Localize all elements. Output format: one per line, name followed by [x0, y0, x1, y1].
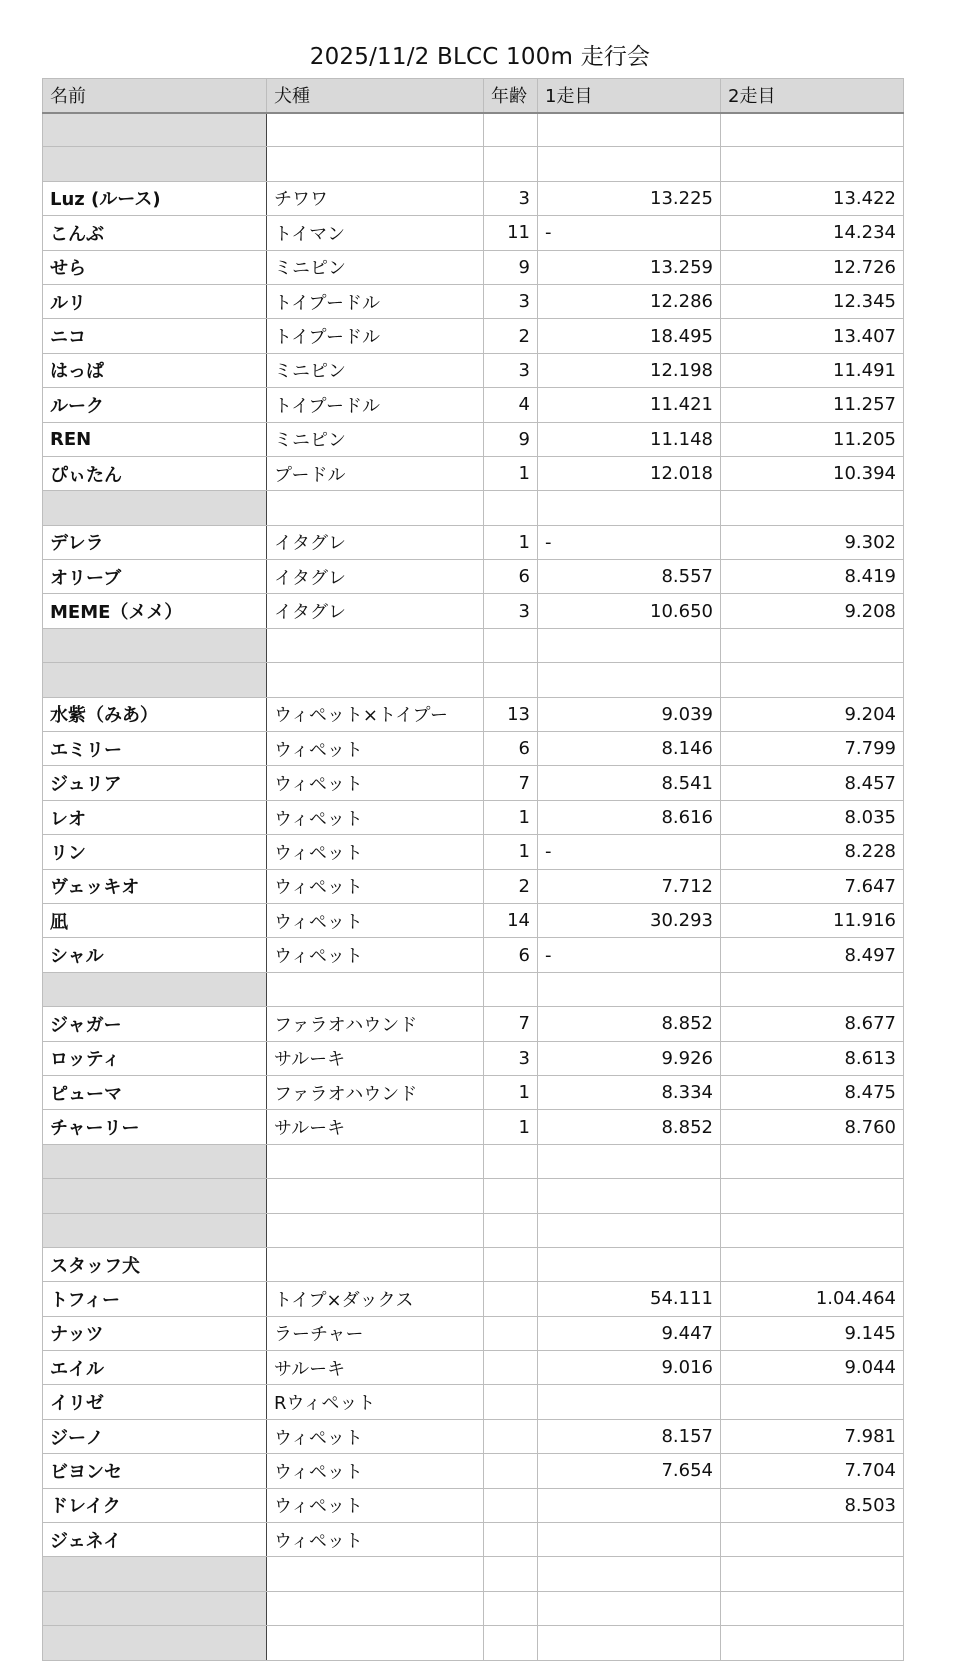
- table-row: [43, 147, 904, 181]
- run2-cell[interactable]: 10.394: [721, 456, 904, 490]
- run2-cell[interactable]: [721, 628, 904, 662]
- run1-cell[interactable]: 12.018: [538, 456, 721, 490]
- name-cell[interactable]: ビヨンセ: [43, 1454, 267, 1488]
- run2-cell[interactable]: [721, 147, 904, 181]
- table-row: [43, 628, 904, 662]
- breed-cell[interactable]: ミニピン: [267, 353, 484, 387]
- run2-cell[interactable]: 8.613: [721, 1041, 904, 1075]
- run1-cell[interactable]: 18.495: [538, 319, 721, 353]
- breed-cell[interactable]: トイプードル: [267, 388, 484, 422]
- run2-cell[interactable]: 9.145: [721, 1316, 904, 1350]
- table-row: [43, 388, 904, 422]
- run1-cell[interactable]: [538, 1488, 721, 1522]
- name-cell[interactable]: ルリ: [43, 284, 267, 318]
- age-cell[interactable]: 9: [484, 250, 538, 284]
- table-row: [43, 1144, 904, 1178]
- run2-cell[interactable]: 8.497: [721, 938, 904, 972]
- age-cell[interactable]: [484, 1316, 538, 1350]
- run1-cell[interactable]: [538, 147, 721, 181]
- run1-cell[interactable]: [538, 1626, 721, 1660]
- name-cell[interactable]: チャーリー: [43, 1110, 267, 1144]
- table-row: [43, 938, 904, 972]
- run2-cell[interactable]: [721, 1385, 904, 1419]
- breed-cell[interactable]: トイプードル: [267, 319, 484, 353]
- table-row: [43, 1454, 904, 1488]
- run2-cell[interactable]: [721, 1523, 904, 1557]
- breed-cell[interactable]: ウィペット: [267, 1488, 484, 1522]
- table-row: [43, 594, 904, 628]
- table-row: [43, 1075, 904, 1109]
- table-row: [43, 1282, 904, 1316]
- run2-cell[interactable]: 12.726: [721, 250, 904, 284]
- name-cell[interactable]: ピューマ: [43, 1075, 267, 1109]
- run2-cell[interactable]: 8.760: [721, 1110, 904, 1144]
- breed-cell[interactable]: ファラオハウンド: [267, 1075, 484, 1109]
- name-cell[interactable]: [43, 1144, 267, 1178]
- table-row: [43, 525, 904, 559]
- run1-cell[interactable]: 10.650: [538, 594, 721, 628]
- run2-cell[interactable]: 13.407: [721, 319, 904, 353]
- run1-cell[interactable]: [538, 1247, 721, 1281]
- run2-cell[interactable]: 8.677: [721, 1007, 904, 1041]
- table-row: [43, 1488, 904, 1522]
- age-cell[interactable]: [484, 1282, 538, 1316]
- table-row: [43, 250, 904, 284]
- table-row: [43, 1213, 904, 1247]
- run1-cell[interactable]: 8.616: [538, 800, 721, 834]
- breed-cell[interactable]: ウィペット: [267, 766, 484, 800]
- table-row: [43, 1626, 904, 1660]
- age-cell[interactable]: [484, 147, 538, 181]
- name-cell[interactable]: イリゼ: [43, 1385, 267, 1419]
- table-row: [43, 353, 904, 387]
- run1-cell[interactable]: 8.541: [538, 766, 721, 800]
- name-cell[interactable]: シャル: [43, 938, 267, 972]
- run1-cell[interactable]: [538, 1179, 721, 1213]
- run2-cell[interactable]: 8.228: [721, 835, 904, 869]
- age-cell[interactable]: 14: [484, 903, 538, 937]
- name-cell[interactable]: せら: [43, 250, 267, 284]
- breed-cell[interactable]: トイプ×ダックス: [267, 1282, 484, 1316]
- table-row: [43, 732, 904, 766]
- age-cell[interactable]: [484, 1179, 538, 1213]
- run2-cell[interactable]: [721, 972, 904, 1006]
- run2-cell[interactable]: 8.035: [721, 800, 904, 834]
- age-cell[interactable]: 11: [484, 216, 538, 250]
- name-cell[interactable]: MEME（メメ）: [43, 594, 267, 628]
- run1-cell[interactable]: 13.259: [538, 250, 721, 284]
- run1-cell[interactable]: [538, 1523, 721, 1557]
- name-cell[interactable]: こんぶ: [43, 216, 267, 250]
- breed-cell[interactable]: ウィペット×トイプー: [267, 697, 484, 731]
- name-cell[interactable]: エイル: [43, 1351, 267, 1385]
- table-row: [43, 216, 904, 250]
- run2-cell[interactable]: 8.457: [721, 766, 904, 800]
- run1-cell[interactable]: 12.198: [538, 353, 721, 387]
- run2-cell[interactable]: 8.419: [721, 560, 904, 594]
- breed-cell[interactable]: [267, 1591, 484, 1625]
- run2-cell[interactable]: 11.257: [721, 388, 904, 422]
- age-cell[interactable]: [484, 1454, 538, 1488]
- run1-cell[interactable]: 11.148: [538, 422, 721, 456]
- age-cell[interactable]: [484, 1351, 538, 1385]
- breed-cell[interactable]: [267, 1179, 484, 1213]
- breed-cell[interactable]: ウィペット: [267, 1523, 484, 1557]
- name-cell[interactable]: ルーク: [43, 388, 267, 422]
- name-cell[interactable]: [43, 628, 267, 662]
- name-cell[interactable]: ロッティ: [43, 1041, 267, 1075]
- breed-cell[interactable]: イタグレ: [267, 594, 484, 628]
- table-row: [43, 1591, 904, 1625]
- breed-cell[interactable]: ラーチャー: [267, 1316, 484, 1350]
- table-row: [43, 1247, 904, 1281]
- age-cell[interactable]: 13: [484, 697, 538, 731]
- age-cell[interactable]: 3: [484, 181, 538, 215]
- age-cell[interactable]: 3: [484, 1041, 538, 1075]
- name-cell[interactable]: エミリー: [43, 732, 267, 766]
- run2-cell[interactable]: 11.916: [721, 903, 904, 937]
- name-cell[interactable]: ジュリア: [43, 766, 267, 800]
- run1-cell[interactable]: 8.157: [538, 1419, 721, 1453]
- name-cell[interactable]: [43, 1626, 267, 1660]
- name-cell[interactable]: ドレイク: [43, 1488, 267, 1522]
- run1-cell[interactable]: [538, 1144, 721, 1178]
- age-cell[interactable]: [484, 972, 538, 1006]
- run1-cell[interactable]: 13.225: [538, 181, 721, 215]
- page-title: 2025/11/2 BLCC 100m 走行会: [309, 44, 651, 70]
- name-cell[interactable]: ナッツ: [43, 1316, 267, 1350]
- header-breed: 犬種: [267, 79, 484, 113]
- table-row: [43, 113, 904, 147]
- run2-cell[interactable]: [721, 1213, 904, 1247]
- run1-cell[interactable]: 54.111: [538, 1282, 721, 1316]
- breed-cell[interactable]: プードル: [267, 456, 484, 490]
- run2-cell[interactable]: [721, 491, 904, 525]
- age-cell[interactable]: 1: [484, 1075, 538, 1109]
- age-cell[interactable]: [484, 1385, 538, 1419]
- breed-cell[interactable]: [267, 113, 484, 147]
- breed-cell[interactable]: [267, 663, 484, 697]
- age-cell[interactable]: [484, 1626, 538, 1660]
- age-cell[interactable]: [484, 663, 538, 697]
- run1-cell[interactable]: 12.286: [538, 284, 721, 318]
- name-cell[interactable]: [43, 1179, 267, 1213]
- table-row: [43, 1351, 904, 1385]
- name-cell[interactable]: ヴェッキオ: [43, 869, 267, 903]
- age-cell[interactable]: 4: [484, 388, 538, 422]
- run2-cell[interactable]: [721, 1144, 904, 1178]
- name-cell[interactable]: オリーブ: [43, 560, 267, 594]
- run1-cell[interactable]: 9.039: [538, 697, 721, 731]
- breed-cell[interactable]: ミニピン: [267, 422, 484, 456]
- table-row: [43, 1179, 904, 1213]
- breed-cell[interactable]: ウィペット: [267, 869, 484, 903]
- age-cell[interactable]: [484, 1557, 538, 1591]
- name-cell[interactable]: [43, 972, 267, 1006]
- run2-cell[interactable]: 7.647: [721, 869, 904, 903]
- run1-cell[interactable]: [538, 491, 721, 525]
- name-cell[interactable]: REN: [43, 422, 267, 456]
- name-cell[interactable]: スタッフ犬: [43, 1247, 267, 1281]
- run1-cell[interactable]: [538, 113, 721, 147]
- run1-cell[interactable]: 7.654: [538, 1454, 721, 1488]
- age-cell[interactable]: 3: [484, 353, 538, 387]
- name-cell[interactable]: [43, 663, 267, 697]
- name-cell[interactable]: トフィー: [43, 1282, 267, 1316]
- run2-cell[interactable]: 13.422: [721, 181, 904, 215]
- breed-cell[interactable]: [267, 1557, 484, 1591]
- age-cell[interactable]: 6: [484, 732, 538, 766]
- name-cell[interactable]: ニコ: [43, 319, 267, 353]
- breed-cell[interactable]: [267, 1626, 484, 1660]
- name-cell[interactable]: [43, 113, 267, 147]
- table-row: [43, 663, 904, 697]
- run1-cell[interactable]: 7.712: [538, 869, 721, 903]
- run2-cell[interactable]: [721, 1179, 904, 1213]
- breed-cell[interactable]: ウィペット: [267, 732, 484, 766]
- run2-cell[interactable]: 8.475: [721, 1075, 904, 1109]
- table-row: [43, 1523, 904, 1557]
- table-row: [43, 869, 904, 903]
- run2-cell[interactable]: 7.704: [721, 1454, 904, 1488]
- name-cell[interactable]: ジーノ: [43, 1419, 267, 1453]
- run2-cell[interactable]: [721, 1247, 904, 1281]
- breed-cell[interactable]: ウィペット: [267, 1454, 484, 1488]
- run2-cell[interactable]: [721, 1591, 904, 1625]
- age-cell[interactable]: 9: [484, 422, 538, 456]
- run1-cell[interactable]: -: [538, 835, 721, 869]
- breed-cell[interactable]: ウィペット: [267, 903, 484, 937]
- run1-cell[interactable]: [538, 628, 721, 662]
- breed-cell[interactable]: ウィペット: [267, 835, 484, 869]
- run1-cell[interactable]: [538, 1557, 721, 1591]
- breed-cell[interactable]: [267, 1247, 484, 1281]
- breed-cell[interactable]: [267, 1213, 484, 1247]
- run1-cell[interactable]: 8.557: [538, 560, 721, 594]
- table-row: [43, 697, 904, 731]
- table-row: [43, 903, 904, 937]
- name-cell[interactable]: Luz (ルース): [43, 181, 267, 215]
- table-body: [43, 113, 904, 1661]
- age-cell[interactable]: [484, 1144, 538, 1178]
- run2-cell[interactable]: 1.04.464: [721, 1282, 904, 1316]
- run2-cell[interactable]: [721, 1557, 904, 1591]
- breed-cell[interactable]: [267, 972, 484, 1006]
- breed-cell[interactable]: トイプードル: [267, 284, 484, 318]
- age-cell[interactable]: 6: [484, 938, 538, 972]
- run1-cell[interactable]: [538, 663, 721, 697]
- breed-cell[interactable]: ミニピン: [267, 250, 484, 284]
- breed-cell[interactable]: サルーキ: [267, 1041, 484, 1075]
- age-cell[interactable]: 3: [484, 594, 538, 628]
- name-cell[interactable]: [43, 1557, 267, 1591]
- header-age: 年齢: [484, 79, 538, 113]
- name-cell[interactable]: ジャガー: [43, 1007, 267, 1041]
- breed-cell[interactable]: チワワ: [267, 181, 484, 215]
- age-cell[interactable]: [484, 1247, 538, 1281]
- breed-cell[interactable]: Rウィペット: [267, 1385, 484, 1419]
- table-row: [43, 319, 904, 353]
- age-cell[interactable]: 1: [484, 525, 538, 559]
- breed-cell[interactable]: イタグレ: [267, 560, 484, 594]
- header-row: [43, 79, 904, 113]
- name-cell[interactable]: 凪: [43, 903, 267, 937]
- age-cell[interactable]: [484, 1523, 538, 1557]
- breed-cell[interactable]: ウィペット: [267, 800, 484, 834]
- breed-cell[interactable]: [267, 628, 484, 662]
- name-cell[interactable]: デレラ: [43, 525, 267, 559]
- name-cell[interactable]: ぴぃたん: [43, 456, 267, 490]
- run2-cell[interactable]: 11.205: [721, 422, 904, 456]
- table-row: [43, 1385, 904, 1419]
- name-cell[interactable]: はっぱ: [43, 353, 267, 387]
- age-cell[interactable]: 3: [484, 284, 538, 318]
- breed-cell[interactable]: [267, 491, 484, 525]
- breed-cell[interactable]: [267, 1144, 484, 1178]
- age-cell[interactable]: [484, 1488, 538, 1522]
- table-row: [43, 972, 904, 1006]
- run2-cell[interactable]: 14.234: [721, 216, 904, 250]
- name-cell[interactable]: ジェネイ: [43, 1523, 267, 1557]
- table-row: [43, 835, 904, 869]
- age-cell[interactable]: 1: [484, 835, 538, 869]
- age-cell[interactable]: [484, 1213, 538, 1247]
- table-row: [43, 1041, 904, 1075]
- run2-cell[interactable]: 9.302: [721, 525, 904, 559]
- table-row: [43, 1419, 904, 1453]
- run2-cell[interactable]: [721, 663, 904, 697]
- header-name: 名前: [43, 79, 267, 113]
- run1-cell[interactable]: -: [538, 525, 721, 559]
- run1-cell[interactable]: 8.146: [538, 732, 721, 766]
- table-row: [43, 1557, 904, 1591]
- run2-cell[interactable]: 7.981: [721, 1419, 904, 1453]
- breed-cell[interactable]: [267, 147, 484, 181]
- run2-cell[interactable]: 8.503: [721, 1488, 904, 1522]
- table-row: [43, 422, 904, 456]
- run2-cell[interactable]: 9.044: [721, 1351, 904, 1385]
- table-row: [43, 1110, 904, 1144]
- name-cell[interactable]: [43, 1591, 267, 1625]
- age-cell[interactable]: [484, 491, 538, 525]
- age-cell[interactable]: [484, 113, 538, 147]
- table-row: [43, 456, 904, 490]
- run1-cell[interactable]: 8.852: [538, 1110, 721, 1144]
- age-cell[interactable]: 7: [484, 766, 538, 800]
- breed-cell[interactable]: トイマン: [267, 216, 484, 250]
- table-row: [43, 181, 904, 215]
- run2-cell[interactable]: [721, 1626, 904, 1660]
- age-cell[interactable]: 1: [484, 1110, 538, 1144]
- name-cell[interactable]: [43, 147, 267, 181]
- age-cell[interactable]: 1: [484, 800, 538, 834]
- breed-cell[interactable]: ファラオハウンド: [267, 1007, 484, 1041]
- run1-cell[interactable]: 9.016: [538, 1351, 721, 1385]
- age-cell[interactable]: 1: [484, 456, 538, 490]
- run2-cell[interactable]: 12.345: [721, 284, 904, 318]
- table-row: [43, 560, 904, 594]
- run1-cell[interactable]: -: [538, 216, 721, 250]
- table-row: [43, 1316, 904, 1350]
- age-cell[interactable]: [484, 1419, 538, 1453]
- run1-cell[interactable]: -: [538, 938, 721, 972]
- run1-cell[interactable]: [538, 1591, 721, 1625]
- header-run2: 2走目: [721, 79, 904, 113]
- run1-cell[interactable]: 11.421: [538, 388, 721, 422]
- breed-cell[interactable]: イタグレ: [267, 525, 484, 559]
- run1-cell[interactable]: [538, 972, 721, 1006]
- run1-cell[interactable]: 30.293: [538, 903, 721, 937]
- run2-cell[interactable]: 9.208: [721, 594, 904, 628]
- age-cell[interactable]: 7: [484, 1007, 538, 1041]
- run1-cell[interactable]: [538, 1213, 721, 1247]
- age-cell[interactable]: 2: [484, 869, 538, 903]
- breed-cell[interactable]: ウィペット: [267, 938, 484, 972]
- breed-cell[interactable]: ウィペット: [267, 1419, 484, 1453]
- table-row: [43, 800, 904, 834]
- name-cell[interactable]: レオ: [43, 800, 267, 834]
- results-table: [42, 78, 904, 1661]
- table-row: [43, 766, 904, 800]
- name-cell[interactable]: [43, 491, 267, 525]
- run2-cell[interactable]: 7.799: [721, 732, 904, 766]
- run1-cell[interactable]: 8.334: [538, 1075, 721, 1109]
- run1-cell[interactable]: 9.926: [538, 1041, 721, 1075]
- table-row: [43, 1007, 904, 1041]
- run1-cell[interactable]: 8.852: [538, 1007, 721, 1041]
- name-cell[interactable]: リン: [43, 835, 267, 869]
- run2-cell[interactable]: 11.491: [721, 353, 904, 387]
- table-row: [43, 491, 904, 525]
- run2-cell[interactable]: 9.204: [721, 697, 904, 731]
- age-cell[interactable]: 6: [484, 560, 538, 594]
- run1-cell[interactable]: 9.447: [538, 1316, 721, 1350]
- name-cell[interactable]: 水紫（みあ）: [43, 697, 267, 731]
- age-cell[interactable]: 2: [484, 319, 538, 353]
- header-run1: 1走目: [538, 79, 721, 113]
- breed-cell[interactable]: サルーキ: [267, 1110, 484, 1144]
- age-cell[interactable]: [484, 1591, 538, 1625]
- age-cell[interactable]: [484, 628, 538, 662]
- breed-cell[interactable]: サルーキ: [267, 1351, 484, 1385]
- name-cell[interactable]: [43, 1213, 267, 1247]
- run1-cell[interactable]: [538, 1385, 721, 1419]
- run2-cell[interactable]: [721, 113, 904, 147]
- table-row: [43, 284, 904, 318]
